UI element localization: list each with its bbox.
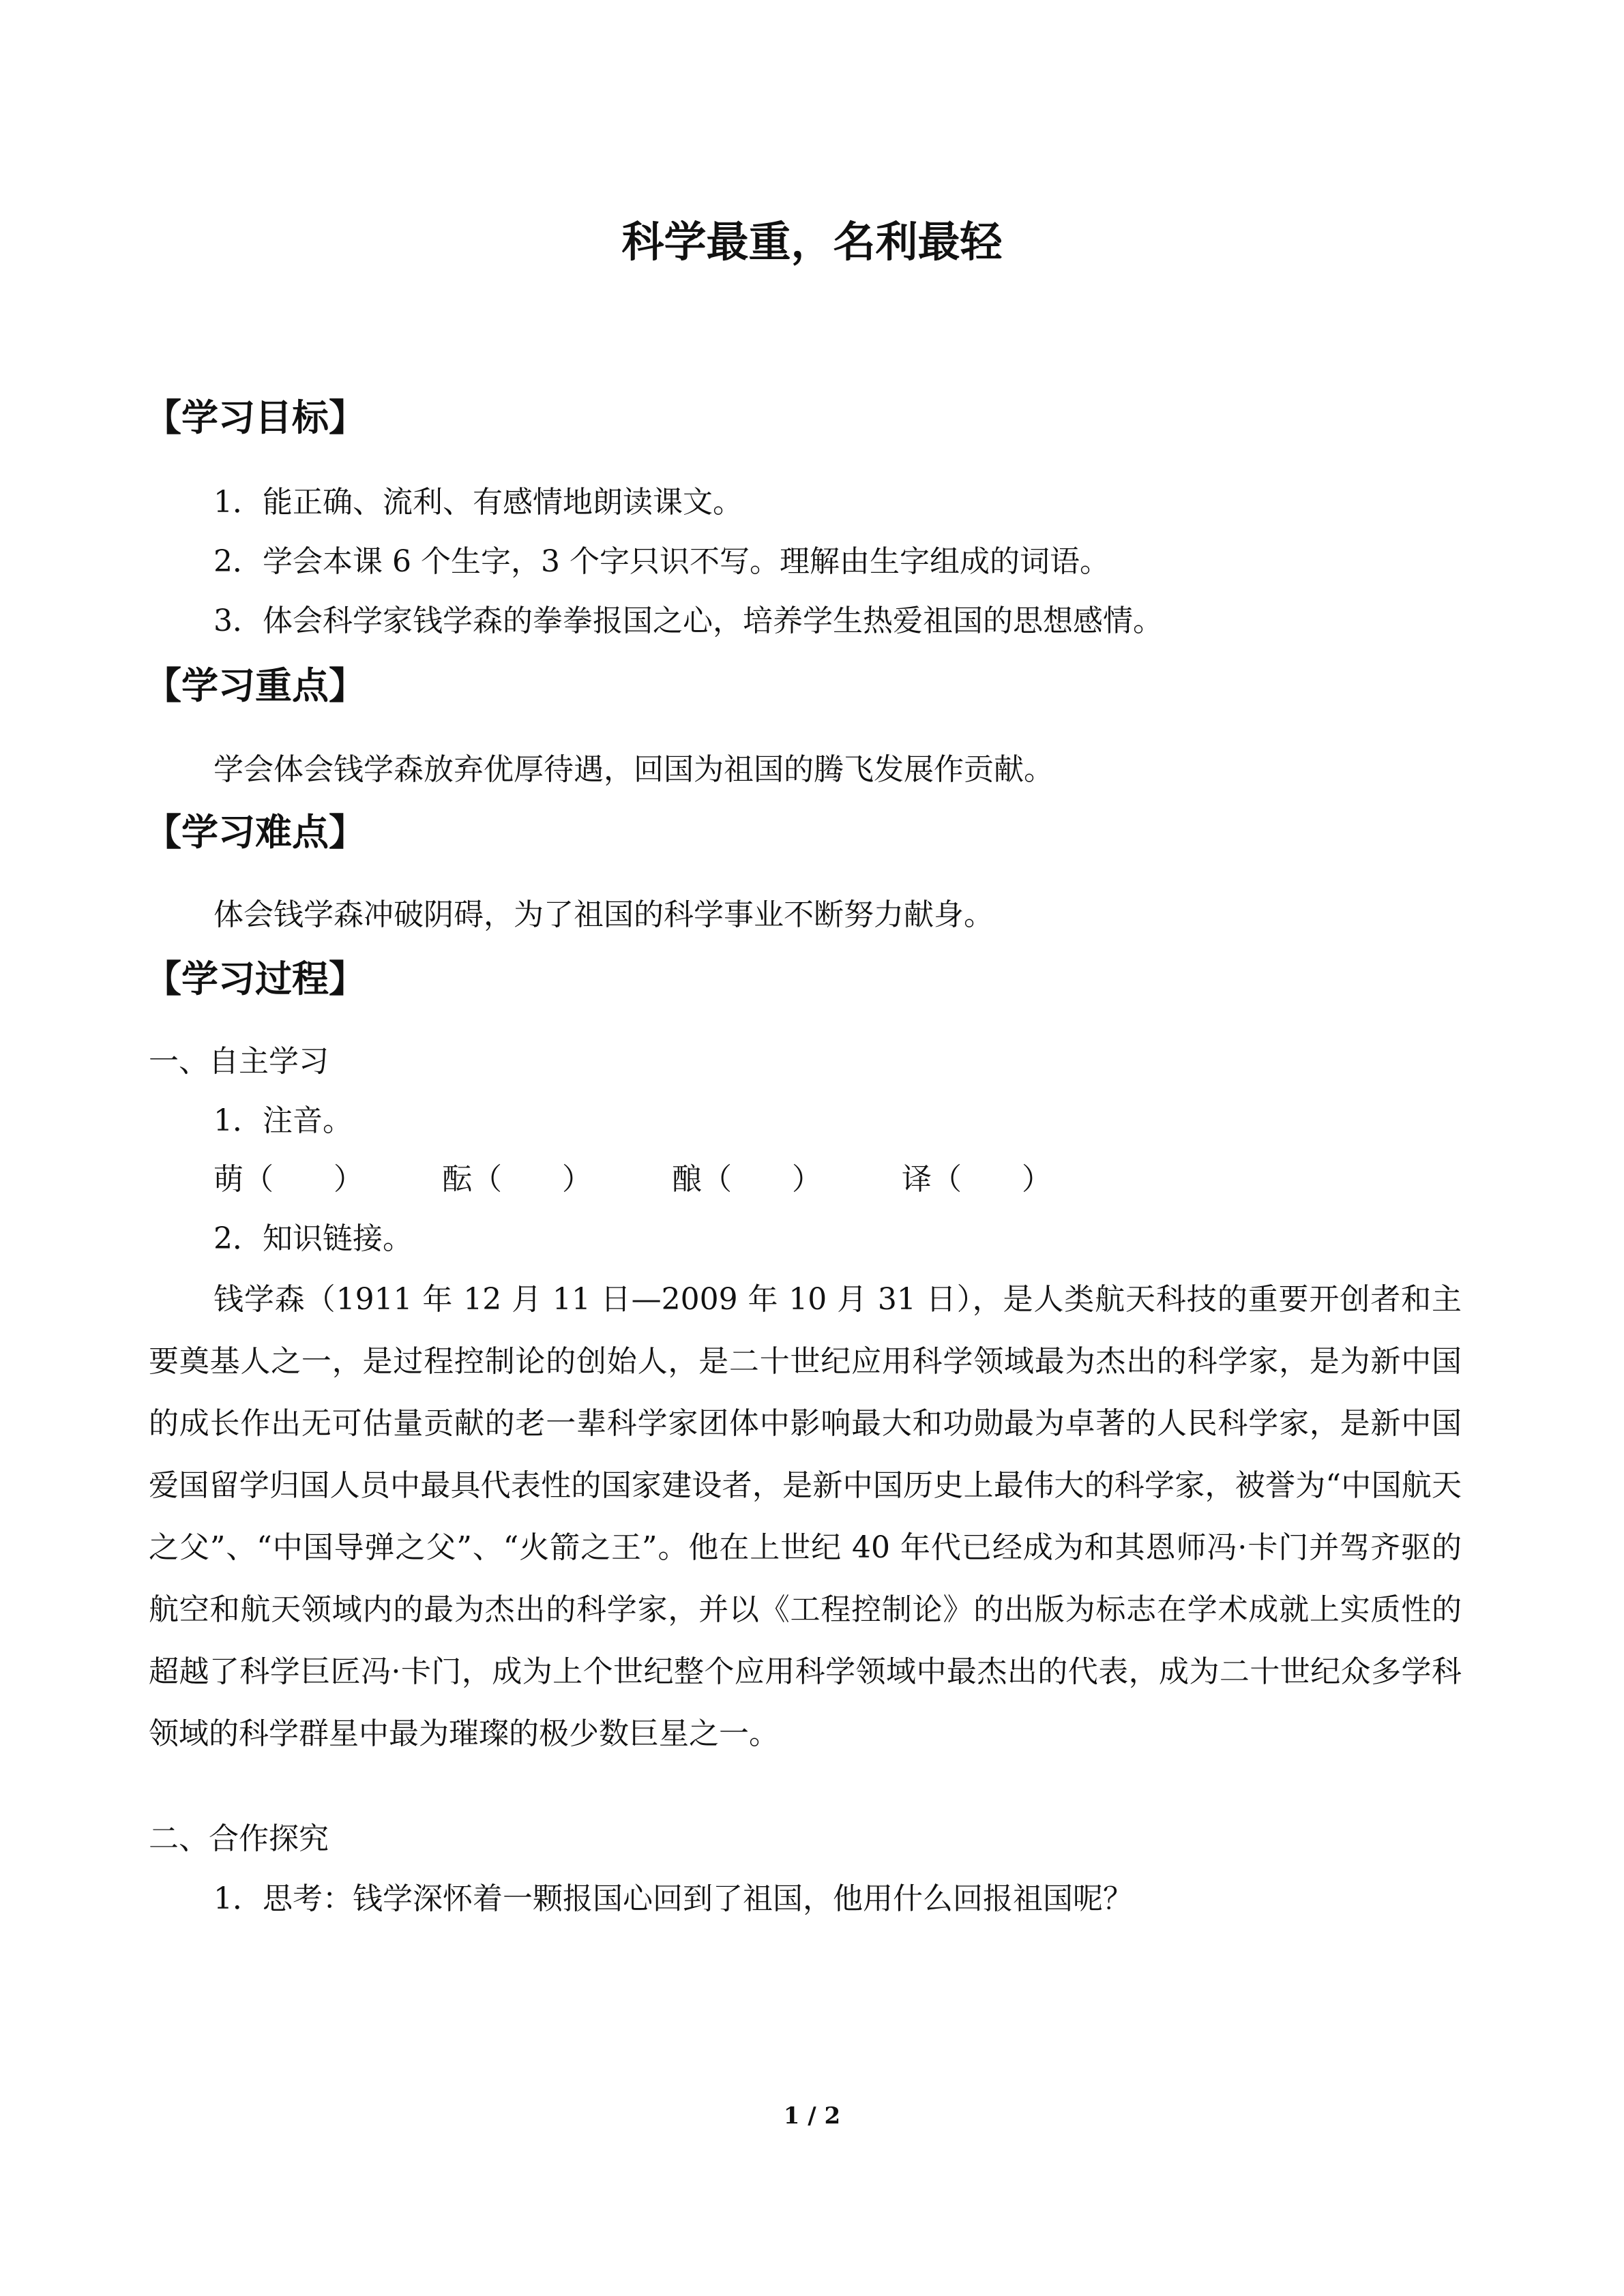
heading-key-points: 【学习重点】 bbox=[145, 664, 366, 707]
heading-learning-process: 【学习过程】 bbox=[145, 957, 366, 1000]
pinyin-exercise-row bbox=[0, 1154, 1624, 1195]
difficulties-text: 体会钱学森冲破阴碍，为了祖国的科学事业不断努力献身。 bbox=[213, 897, 994, 932]
goal-item-2: 2．学会本课 6 个生字，3 个字只识不写。理解由生字组成的词语。 bbox=[213, 544, 1110, 579]
think-question: 1．思考：钱学深怀着一颗报国心回到了祖国，他用什么回报祖国呢？ bbox=[213, 1881, 1133, 1916]
goal-item-1: 1．能正确、流利、有感情地朗读课文。 bbox=[213, 485, 743, 520]
pinyin-instruction: 1．注音。 bbox=[213, 1103, 353, 1138]
pinyin-blank-1: 萌（ ） bbox=[213, 1162, 364, 1197]
key-points-text: 学会体会钱学森放弃优厚待遇，回国为祖国的腾飞发展作贡献。 bbox=[213, 752, 1054, 787]
goal-item-3: 3．体会科学家钱学森的拳拳报国之心，培养学生热爱祖国的思想感情。 bbox=[213, 603, 1163, 638]
heading-learning-goals: 【学习目标】 bbox=[145, 396, 366, 439]
heading-difficulties: 【学习难点】 bbox=[145, 811, 366, 854]
part-cooperative-inquiry: 二、合作探究 bbox=[149, 1821, 329, 1856]
pinyin-blank-3: 酿（ ） bbox=[672, 1162, 822, 1197]
page-number: 1 / 2 bbox=[783, 2102, 841, 2130]
knowledge-link-label: 2．知识链接。 bbox=[213, 1221, 413, 1256]
pinyin-blank-4: 译（ ） bbox=[902, 1162, 1052, 1197]
document-title: 科学最重，名利最轻 bbox=[621, 217, 1003, 267]
part-self-study: 一、自主学习 bbox=[149, 1044, 329, 1079]
pinyin-blank-2: 酝（ ） bbox=[442, 1162, 592, 1197]
qian-xuesen-biography: 钱学森（1911 年 12 月 11 日—2009 年 10 月 31 日），是人类航天科技的重要开创者和主要奠基人之一，是过程控制论的创始人，是二十世纪应用科学领域最为杰出的科学家，是为新中国的成长作出无可估量贡献的老一辈科学家团体中影响最大和功勋最为卓著的人民科学家，是新中国爱国留学归国人员中最具代表性的国家建设者，是新中国历史上最伟大的科学家，被誉为“中国航天之父”、“中国导弹之父”、“火箭之王”。他在上世纪 40 年代已经成为和其恩师冯·卡门并驾齐驱的航空和航天领域内的最为杰出的科学家，并以《工程控制论》的出版为标志在学术成就上实质性的超越了科学巨匠冯·卡门，成为上个世纪整个应用科学领域中最杰出的代表，成为二十世纪众多学科领域的科学群星中最为璀璨的极少数巨星之一。 bbox=[149, 1282, 1462, 1751]
